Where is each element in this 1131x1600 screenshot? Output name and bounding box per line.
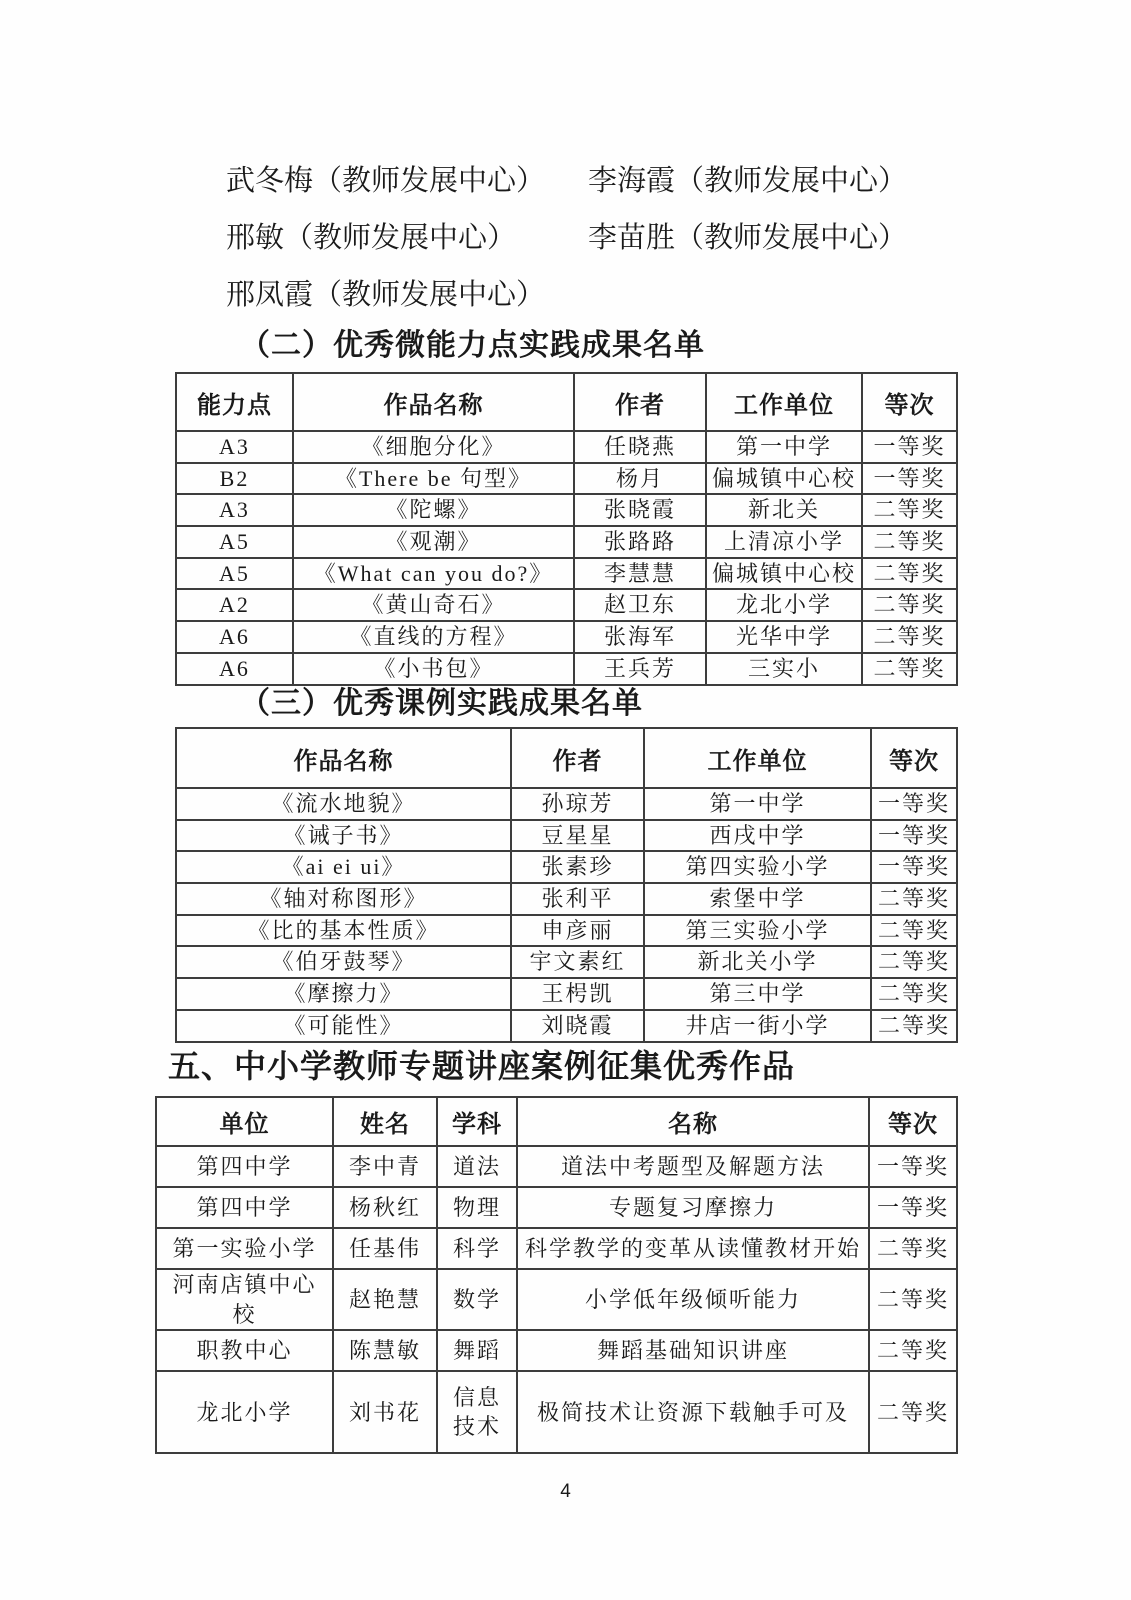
table-header-row [156, 1097, 957, 1146]
table-cell: 第四实验小学 [644, 851, 871, 883]
table-cell: 一等奖 [862, 463, 957, 495]
table-cell: 刘书花 [333, 1371, 437, 1453]
table-cell: 专题复习摩擦力 [517, 1187, 869, 1228]
section-title-lesson-cases: （三）优秀课例实践成果名单 [240, 687, 643, 720]
table-cell: 第一中学 [644, 788, 871, 820]
column-header: 作品名称 [176, 728, 511, 788]
micro-ability-results-table [175, 372, 958, 686]
table-row [156, 1269, 957, 1330]
table-cell: 道法 [437, 1146, 517, 1187]
award-committee-names [226, 158, 907, 329]
table-row [176, 1010, 957, 1042]
table-cell: 《直线的方程》 [293, 621, 574, 653]
table-cell: 偏城镇中心校 [706, 558, 862, 590]
table-row [176, 978, 957, 1010]
table-row [176, 463, 957, 495]
table-cell: 一等奖 [871, 820, 957, 852]
table-cell: 第一中学 [706, 431, 862, 463]
table-row [176, 621, 957, 653]
table-cell: 小学低年级倾听能力 [517, 1269, 869, 1330]
table-row [176, 431, 957, 463]
table-cell: 任基伟 [333, 1228, 437, 1269]
column-header: 学科 [437, 1097, 517, 1146]
table-cell: 张路路 [574, 526, 706, 558]
table-cell: 舞蹈基础知识讲座 [517, 1330, 869, 1371]
table-cell: 三实小 [706, 653, 862, 685]
table-cell: 《比的基本性质》 [176, 915, 511, 947]
table-cell: 《What can you do?》 [293, 558, 574, 590]
page-number: 4 [560, 1481, 571, 1502]
table-cell: 二等奖 [862, 526, 957, 558]
table-cell: 王枵凯 [511, 978, 644, 1010]
table-cell: 上清凉小学 [706, 526, 862, 558]
column-header: 等次 [862, 373, 957, 431]
lecture-case-results-table [155, 1096, 958, 1454]
name-line [226, 215, 907, 272]
table-cell: 舞蹈 [437, 1330, 517, 1371]
table-row [156, 1371, 957, 1453]
table-cell: 《ai ei ui》 [176, 851, 511, 883]
table-cell: 二等奖 [871, 883, 957, 915]
table-cell: 二等奖 [871, 946, 957, 978]
table-cell: 新北关小学 [644, 946, 871, 978]
table-cell: A6 [176, 621, 293, 653]
table-cell: 龙北小学 [156, 1371, 333, 1453]
table-cell: 科学教学的变革从读懂教材开始 [517, 1228, 869, 1269]
column-header: 工作单位 [706, 373, 862, 431]
table-cell: 信息技术 [437, 1371, 517, 1453]
table-cell: 豆星星 [511, 820, 644, 852]
name-entry: 邢凤霞（教师发展中心） [226, 279, 546, 311]
table-cell: 二等奖 [869, 1228, 957, 1269]
table-cell: 龙北小学 [706, 589, 862, 621]
table-row [176, 589, 957, 621]
table-cell: 井店一街小学 [644, 1010, 871, 1042]
table-cell: 《摩擦力》 [176, 978, 511, 1010]
table-cell: A5 [176, 558, 293, 590]
table-cell: 第三中学 [644, 978, 871, 1010]
table-cell: 二等奖 [862, 621, 957, 653]
column-header: 等次 [869, 1097, 957, 1146]
table-cell: 王兵芳 [574, 653, 706, 685]
table-cell: 张海军 [574, 621, 706, 653]
table-cell: A6 [176, 653, 293, 685]
column-header: 作品名称 [293, 373, 574, 431]
column-header: 能力点 [176, 373, 293, 431]
table-header-row [176, 728, 957, 788]
table-cell: 陈慧敏 [333, 1330, 437, 1371]
lesson-case-results-table [175, 727, 958, 1043]
table-cell: 李中青 [333, 1146, 437, 1187]
table-cell: 二等奖 [869, 1371, 957, 1453]
table-header-row [176, 373, 957, 431]
name-entry: 李苗胜（教师发展中心） [588, 222, 908, 254]
table-cell: 二等奖 [871, 915, 957, 947]
table-cell: 二等奖 [862, 558, 957, 590]
table-cell: 赵艳慧 [333, 1269, 437, 1330]
table-cell: 第三实验小学 [644, 915, 871, 947]
table-cell: 一等奖 [871, 851, 957, 883]
table-row [176, 526, 957, 558]
table-cell: 一等奖 [871, 788, 957, 820]
table-cell: 杨月 [574, 463, 706, 495]
column-header: 等次 [871, 728, 957, 788]
table-row [176, 915, 957, 947]
table-cell: 二等奖 [862, 589, 957, 621]
table-cell: 宇文素红 [511, 946, 644, 978]
table-cell: A3 [176, 494, 293, 526]
section-title-lecture-cases: 五、中小学教师专题讲座案例征集优秀作品 [168, 1048, 796, 1084]
column-header: 名称 [517, 1097, 869, 1146]
table-cell: 张素珍 [511, 851, 644, 883]
table-cell: 杨秋红 [333, 1187, 437, 1228]
table-cell: 第四中学 [156, 1187, 333, 1228]
table-cell: 物理 [437, 1187, 517, 1228]
table-row [176, 883, 957, 915]
table-cell: 二等奖 [869, 1330, 957, 1371]
table-cell: 刘晓霞 [511, 1010, 644, 1042]
column-header: 姓名 [333, 1097, 437, 1146]
table-cell: 新北关 [706, 494, 862, 526]
table-row [156, 1146, 957, 1187]
table-cell: 一等奖 [869, 1146, 957, 1187]
table-cell: 《黄山奇石》 [293, 589, 574, 621]
table-cell: 一等奖 [862, 431, 957, 463]
table-row [156, 1228, 957, 1269]
table-cell: 《流水地貌》 [176, 788, 511, 820]
table-cell: 科学 [437, 1228, 517, 1269]
table-cell: 二等奖 [862, 653, 957, 685]
column-header: 作者 [574, 373, 706, 431]
table-cell: 西戌中学 [644, 820, 871, 852]
table-cell: 光华中学 [706, 621, 862, 653]
table-row [176, 788, 957, 820]
table-cell: 《细胞分化》 [293, 431, 574, 463]
table-cell: B2 [176, 463, 293, 495]
table-cell: A3 [176, 431, 293, 463]
table-cell: 二等奖 [871, 1010, 957, 1042]
table-cell: A5 [176, 526, 293, 558]
table-cell: 二等奖 [862, 494, 957, 526]
table-cell: 张晓霞 [574, 494, 706, 526]
table-cell: 孙琼芳 [511, 788, 644, 820]
table-cell: 二等奖 [869, 1269, 957, 1330]
column-header: 作者 [511, 728, 644, 788]
name-line [226, 158, 907, 215]
name-entry: 武冬梅（教师发展中心） [226, 165, 546, 197]
table-cell: 申彦丽 [511, 915, 644, 947]
table-cell: 极简技术让资源下载触手可及 [517, 1371, 869, 1453]
column-header: 单位 [156, 1097, 333, 1146]
table-row [176, 558, 957, 590]
table-cell: 职教中心 [156, 1330, 333, 1371]
table-row [176, 494, 957, 526]
table-cell: 《There be 句型》 [293, 463, 574, 495]
table-row [176, 946, 957, 978]
table-cell: 张利平 [511, 883, 644, 915]
table-row [156, 1187, 957, 1228]
section-title-micro-ability: （二）优秀微能力点实践成果名单 [240, 329, 705, 362]
table-cell: 任晓燕 [574, 431, 706, 463]
table-cell: 《伯牙鼓琴》 [176, 946, 511, 978]
column-header: 工作单位 [644, 728, 871, 788]
table-cell: 《陀螺》 [293, 494, 574, 526]
table-row [176, 851, 957, 883]
table-cell: 索堡中学 [644, 883, 871, 915]
table-cell: 李慧慧 [574, 558, 706, 590]
table-cell: 数学 [437, 1269, 517, 1330]
table-cell: 河南店镇中心校 [156, 1269, 333, 1330]
table-cell: 《轴对称图形》 [176, 883, 511, 915]
table-cell: 偏城镇中心校 [706, 463, 862, 495]
table-row [156, 1330, 957, 1371]
table-cell: A2 [176, 589, 293, 621]
table-row [176, 820, 957, 852]
table-cell: 道法中考题型及解题方法 [517, 1146, 869, 1187]
table-cell: 《诫子书》 [176, 820, 511, 852]
table-cell: 第四中学 [156, 1146, 333, 1187]
table-cell: 赵卫东 [574, 589, 706, 621]
table-cell: 一等奖 [869, 1187, 957, 1228]
table-cell: 《小书包》 [293, 653, 574, 685]
name-entry: 李海霞（教师发展中心） [588, 165, 908, 197]
table-cell: 《可能性》 [176, 1010, 511, 1042]
name-entry: 邢敏（教师发展中心） [226, 222, 517, 254]
table-cell: 《观潮》 [293, 526, 574, 558]
table-cell: 二等奖 [871, 978, 957, 1010]
table-cell: 第一实验小学 [156, 1228, 333, 1269]
